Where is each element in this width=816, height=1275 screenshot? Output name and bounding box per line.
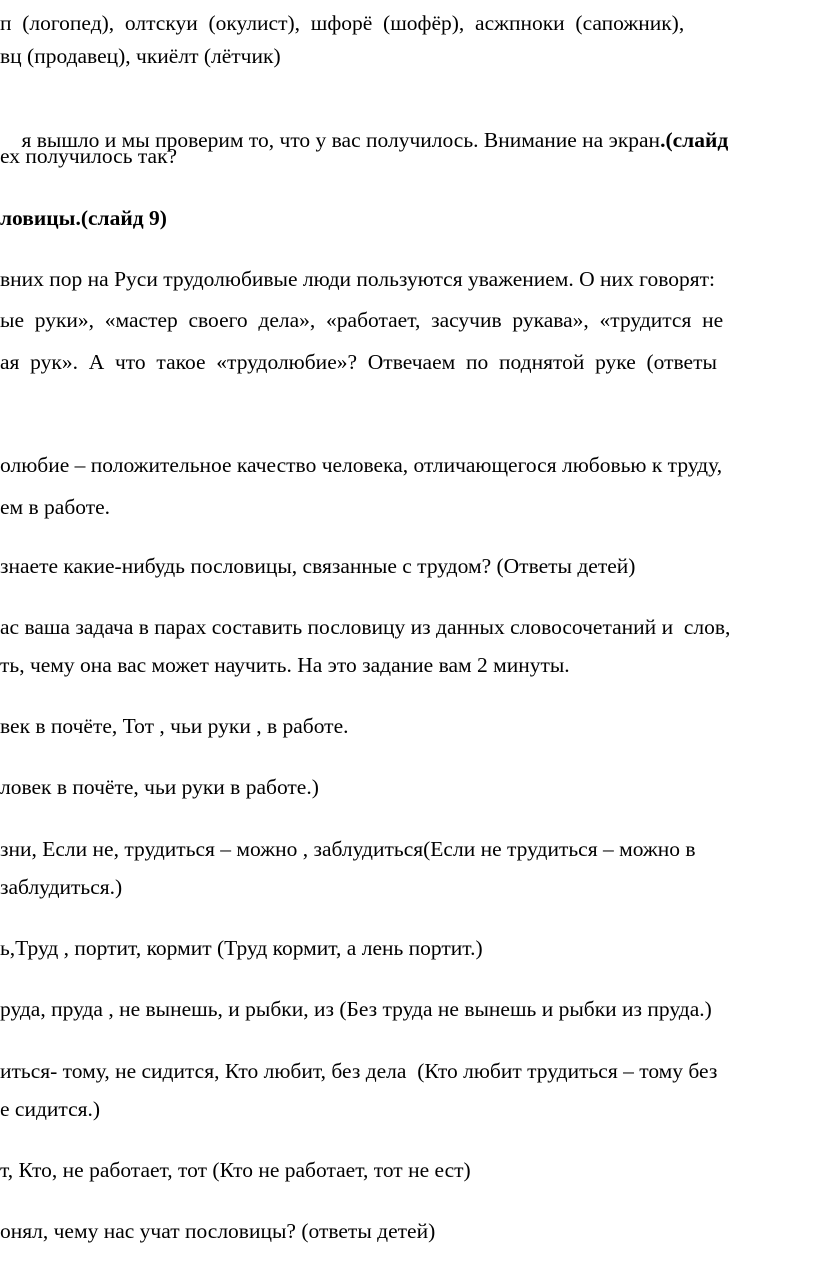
- text-line: вц (продавец), чкиёлт (лётчик): [0, 44, 281, 68]
- text-run: я вышло и мы проверим то, что у вас получилось. Внимание на экран: [21, 127, 661, 152]
- text-line: т, Кто, не работает, тот (Кто не работает, тот не ест): [0, 1158, 471, 1182]
- text-line: ь,Труд , портит, кормит (Труд кормит, а лень портит.): [0, 936, 483, 960]
- slide-reference: .(слайд: [660, 127, 729, 152]
- text-line: иться- тому, не сидится, Кто любит, без дела (Кто любит трудиться – тому без: [0, 1059, 718, 1083]
- text-line: ас ваша задача в парах составить пословицу из данных словосочетаний и слов,: [0, 615, 731, 639]
- text-line: ем в работе.: [0, 495, 111, 519]
- text-line: ая рук». А что такое «трудолюбие»? Отвечаем по поднятой руке (ответы: [0, 350, 717, 374]
- text-line: ловек в почёте, чьи руки в работе.): [0, 775, 319, 799]
- text-line: ые руки», «мастер своего дела», «работает, засучив рукава», «трудится не: [0, 308, 724, 332]
- section-heading: ловицы.(слайд 9): [0, 206, 167, 230]
- text-line: олюбие – положительное качество человека, отличающегося любовью к труду,: [0, 453, 723, 477]
- text-line: онял, чему нас учат пословицы? (ответы детей): [0, 1219, 436, 1243]
- text-line: ех получилось так?: [0, 144, 178, 168]
- text-line: век в почёте, Тот , чьи руки , в работе.: [0, 714, 349, 738]
- text-line: зни, Если не, трудиться – можно , заблудиться(Если не трудиться – можно в: [0, 837, 696, 861]
- text-line: п (логопед), олтскуи (окулист), шфорё (шофёр), асжпноки (сапожник),: [0, 11, 685, 35]
- text-line: е сидится.): [0, 1097, 101, 1121]
- text-line: ть, чему она вас может научить. На это задание вам 2 минуты.: [0, 653, 570, 677]
- text-line: знаете какие-нибудь пословицы, связанные с трудом? (Ответы детей): [0, 554, 636, 578]
- text-line: заблудиться.): [0, 875, 123, 899]
- text-line: руда, пруда , не вынешь, и рыбки, из (Без труда не вынешь и рыбки из пруда.): [0, 997, 712, 1021]
- text-line: вних пор на Руси трудолюбивые люди пользуются уважением. О них говорят:: [0, 267, 715, 291]
